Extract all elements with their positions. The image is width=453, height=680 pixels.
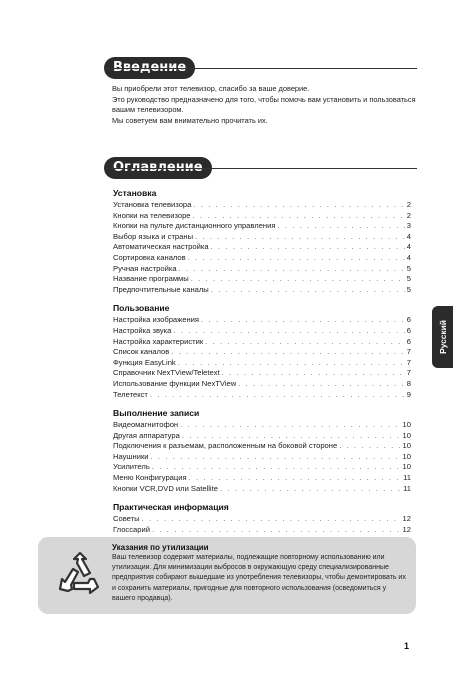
toc-entry-label: Глоссарий <box>113 524 150 534</box>
toc-entry-page: 6 <box>406 315 411 325</box>
toc-leader-dots <box>238 379 405 390</box>
toc-entry-page: 10 <box>402 420 411 430</box>
toc-leader-dots <box>173 326 404 337</box>
toc-leader-dots <box>151 452 401 463</box>
toc-entry-page: 4 <box>406 252 411 262</box>
toc-entry-label: Автоматическая настройка <box>113 242 209 252</box>
toc-entry-page: 6 <box>406 336 411 346</box>
intro-divider <box>104 68 417 69</box>
toc-heading: Оглавление <box>104 157 212 179</box>
toc-entry-label: Ручная настройка <box>113 263 177 273</box>
toc-entry-page: 10 <box>402 430 411 440</box>
toc-entry-page: 11 <box>403 483 411 493</box>
toc-entry-page: 5 <box>406 274 411 284</box>
recycling-notice <box>38 537 416 614</box>
toc-entry-page: 2 <box>406 200 411 209</box>
toc-section <box>113 188 411 295</box>
toc-leader-dots <box>193 211 405 222</box>
toc-leader-dots <box>211 285 405 296</box>
toc-entry-label: Наушники <box>113 451 149 461</box>
toc-entry <box>113 358 411 369</box>
toc-section <box>113 303 411 400</box>
toc-entry-page: 10 <box>402 451 411 461</box>
toc-leader-dots <box>191 274 405 285</box>
toc-section-title: Пользование <box>113 303 170 314</box>
toc-entry <box>113 514 411 525</box>
toc-entry-label: Список каналов <box>113 347 170 357</box>
toc-entry-page: 10 <box>402 462 411 472</box>
toc-entry-page: 3 <box>406 221 411 231</box>
toc-entry <box>113 390 411 401</box>
toc-entry <box>113 525 411 536</box>
page-number: 1 <box>404 641 410 651</box>
toc-entry-page: 5 <box>406 263 411 273</box>
toc-leader-dots <box>171 347 404 358</box>
toc-entry-page: 7 <box>406 357 411 367</box>
recycling-text: Ваш телевизор содержит материалы, подлежащие повторному использованию или утилизации. Для минимизации выбросов в окружающую среду специализированные предприятия собирают вышедшие из употребления телевизоры, чтобы демонтировать их и сохранить материалы, пригодные для повторного использования (осведомиться у вашего продавца). <box>112 554 406 602</box>
toc-leader-dots <box>222 368 405 379</box>
toc-entry-label: Другая аппаратура <box>113 430 180 440</box>
toc-entry-label: Настройка изображения <box>113 315 200 325</box>
toc-entry-page: 5 <box>406 284 411 294</box>
toc-entry-label: Установка телевизора <box>113 200 192 209</box>
toc-entry <box>113 232 411 243</box>
toc-section-title: Практическая информация <box>113 502 229 513</box>
table-of-contents <box>113 188 411 543</box>
intro-heading: Введение <box>104 57 195 79</box>
toc-leader-dots <box>193 200 404 211</box>
toc-entry-label: Выбор языка и страны <box>113 231 194 241</box>
toc-entry-label: Кнопки на телевизоре <box>113 210 191 220</box>
toc-entry <box>113 264 411 275</box>
toc-entry-page: 12 <box>402 524 411 534</box>
toc-leader-dots <box>195 232 405 243</box>
toc-entry-label: Предпочтительные каналы <box>113 284 209 294</box>
toc-entry <box>113 337 411 348</box>
toc-entry-label: Настройка характеристик <box>113 336 204 346</box>
toc-leader-dots <box>339 441 400 452</box>
intro-line: Мы советуем вам внимательно прочитать их. <box>112 115 268 125</box>
toc-entry-page: 4 <box>406 231 411 241</box>
toc-divider <box>104 168 417 169</box>
toc-leader-dots <box>152 462 401 473</box>
toc-leader-dots <box>220 484 401 495</box>
toc-entry-page: 10 <box>402 441 411 451</box>
toc-entry-label: Меню Конфигурация <box>113 473 187 483</box>
toc-entry <box>113 211 411 222</box>
toc-entry-label: Название программы <box>113 274 189 284</box>
toc-entry-page: 12 <box>402 514 411 524</box>
toc-entry <box>113 200 411 211</box>
toc-section <box>113 408 411 494</box>
language-tab-label: Русский <box>437 320 448 354</box>
toc-entry-label: Усилитель <box>113 462 150 472</box>
toc-leader-dots <box>277 221 404 232</box>
toc-entry-label: Справочник NexTView/Teletext <box>113 368 220 378</box>
toc-entry <box>113 315 411 326</box>
toc-entry-page: 11 <box>403 473 411 483</box>
toc-section-title: Выполнение записи <box>113 408 200 419</box>
toc-leader-dots <box>179 264 405 275</box>
toc-entry <box>113 473 411 484</box>
toc-entry <box>113 452 411 463</box>
toc-leader-dots <box>205 337 405 348</box>
toc-leader-dots <box>142 514 401 525</box>
toc-entry-label: Кнопки VCR,DVD или Satellite <box>113 483 218 493</box>
toc-leader-dots <box>188 253 405 264</box>
toc-entry-page: 8 <box>406 378 411 388</box>
intro-text <box>112 84 417 126</box>
toc-entry-label: Подключения к разъемам, расположенным на боковой стороне <box>113 441 338 451</box>
toc-entry <box>113 420 411 431</box>
toc-entry-label: Сортировка каналов <box>113 252 186 262</box>
toc-leader-dots <box>152 525 401 536</box>
toc-section-title: Установка <box>113 188 157 198</box>
toc-entry-page: 2 <box>406 210 411 220</box>
recycle-icon <box>54 549 106 601</box>
toc-entry-label: Настройка звука <box>113 325 172 335</box>
intro-line: Это руководство предназначено для того, чтобы помочь вам установить и пользоваться вашим телевизором. <box>112 94 416 115</box>
toc-entry-page: 7 <box>406 368 411 378</box>
toc-entry <box>113 285 411 296</box>
toc-entry <box>113 326 411 337</box>
toc-entry-label: Функция EasyLink <box>113 357 176 367</box>
toc-leader-dots <box>150 390 405 401</box>
toc-leader-dots <box>211 242 405 253</box>
toc-entry <box>113 368 411 379</box>
toc-leader-dots <box>201 315 405 326</box>
toc-entry-label: Кнопки на пульте дистанционного управления <box>113 221 276 231</box>
toc-entry <box>113 274 411 285</box>
toc-entry <box>113 221 411 232</box>
toc-entry-label: Советы <box>113 514 140 524</box>
toc-entry-page: 9 <box>406 389 411 399</box>
toc-entry <box>113 431 411 442</box>
toc-section <box>113 502 411 535</box>
toc-leader-dots <box>182 431 401 442</box>
toc-entry <box>113 462 411 473</box>
recycling-title: Указания по утилизации <box>112 543 209 552</box>
intro-line: Вы приобрели этот телевизор, спасибо за ваше доверие. <box>112 84 310 93</box>
toc-entry-page: 4 <box>406 242 411 252</box>
toc-entry <box>113 347 411 358</box>
toc-entry-label: Использование функции NexTView <box>113 378 237 388</box>
toc-entry-page: 6 <box>406 325 411 335</box>
toc-entry-page: 7 <box>406 347 411 357</box>
toc-entry-label: Видеомагнитофон <box>113 420 179 430</box>
language-tab <box>432 306 453 368</box>
toc-entry <box>113 379 411 390</box>
toc-entry <box>113 484 411 495</box>
toc-entry <box>113 242 411 253</box>
toc-entry <box>113 253 411 264</box>
toc-entry-label: Телетекст <box>113 389 148 399</box>
toc-leader-dots <box>189 473 402 484</box>
toc-leader-dots <box>178 358 405 369</box>
toc-leader-dots <box>180 420 400 431</box>
toc-entry <box>113 441 411 452</box>
